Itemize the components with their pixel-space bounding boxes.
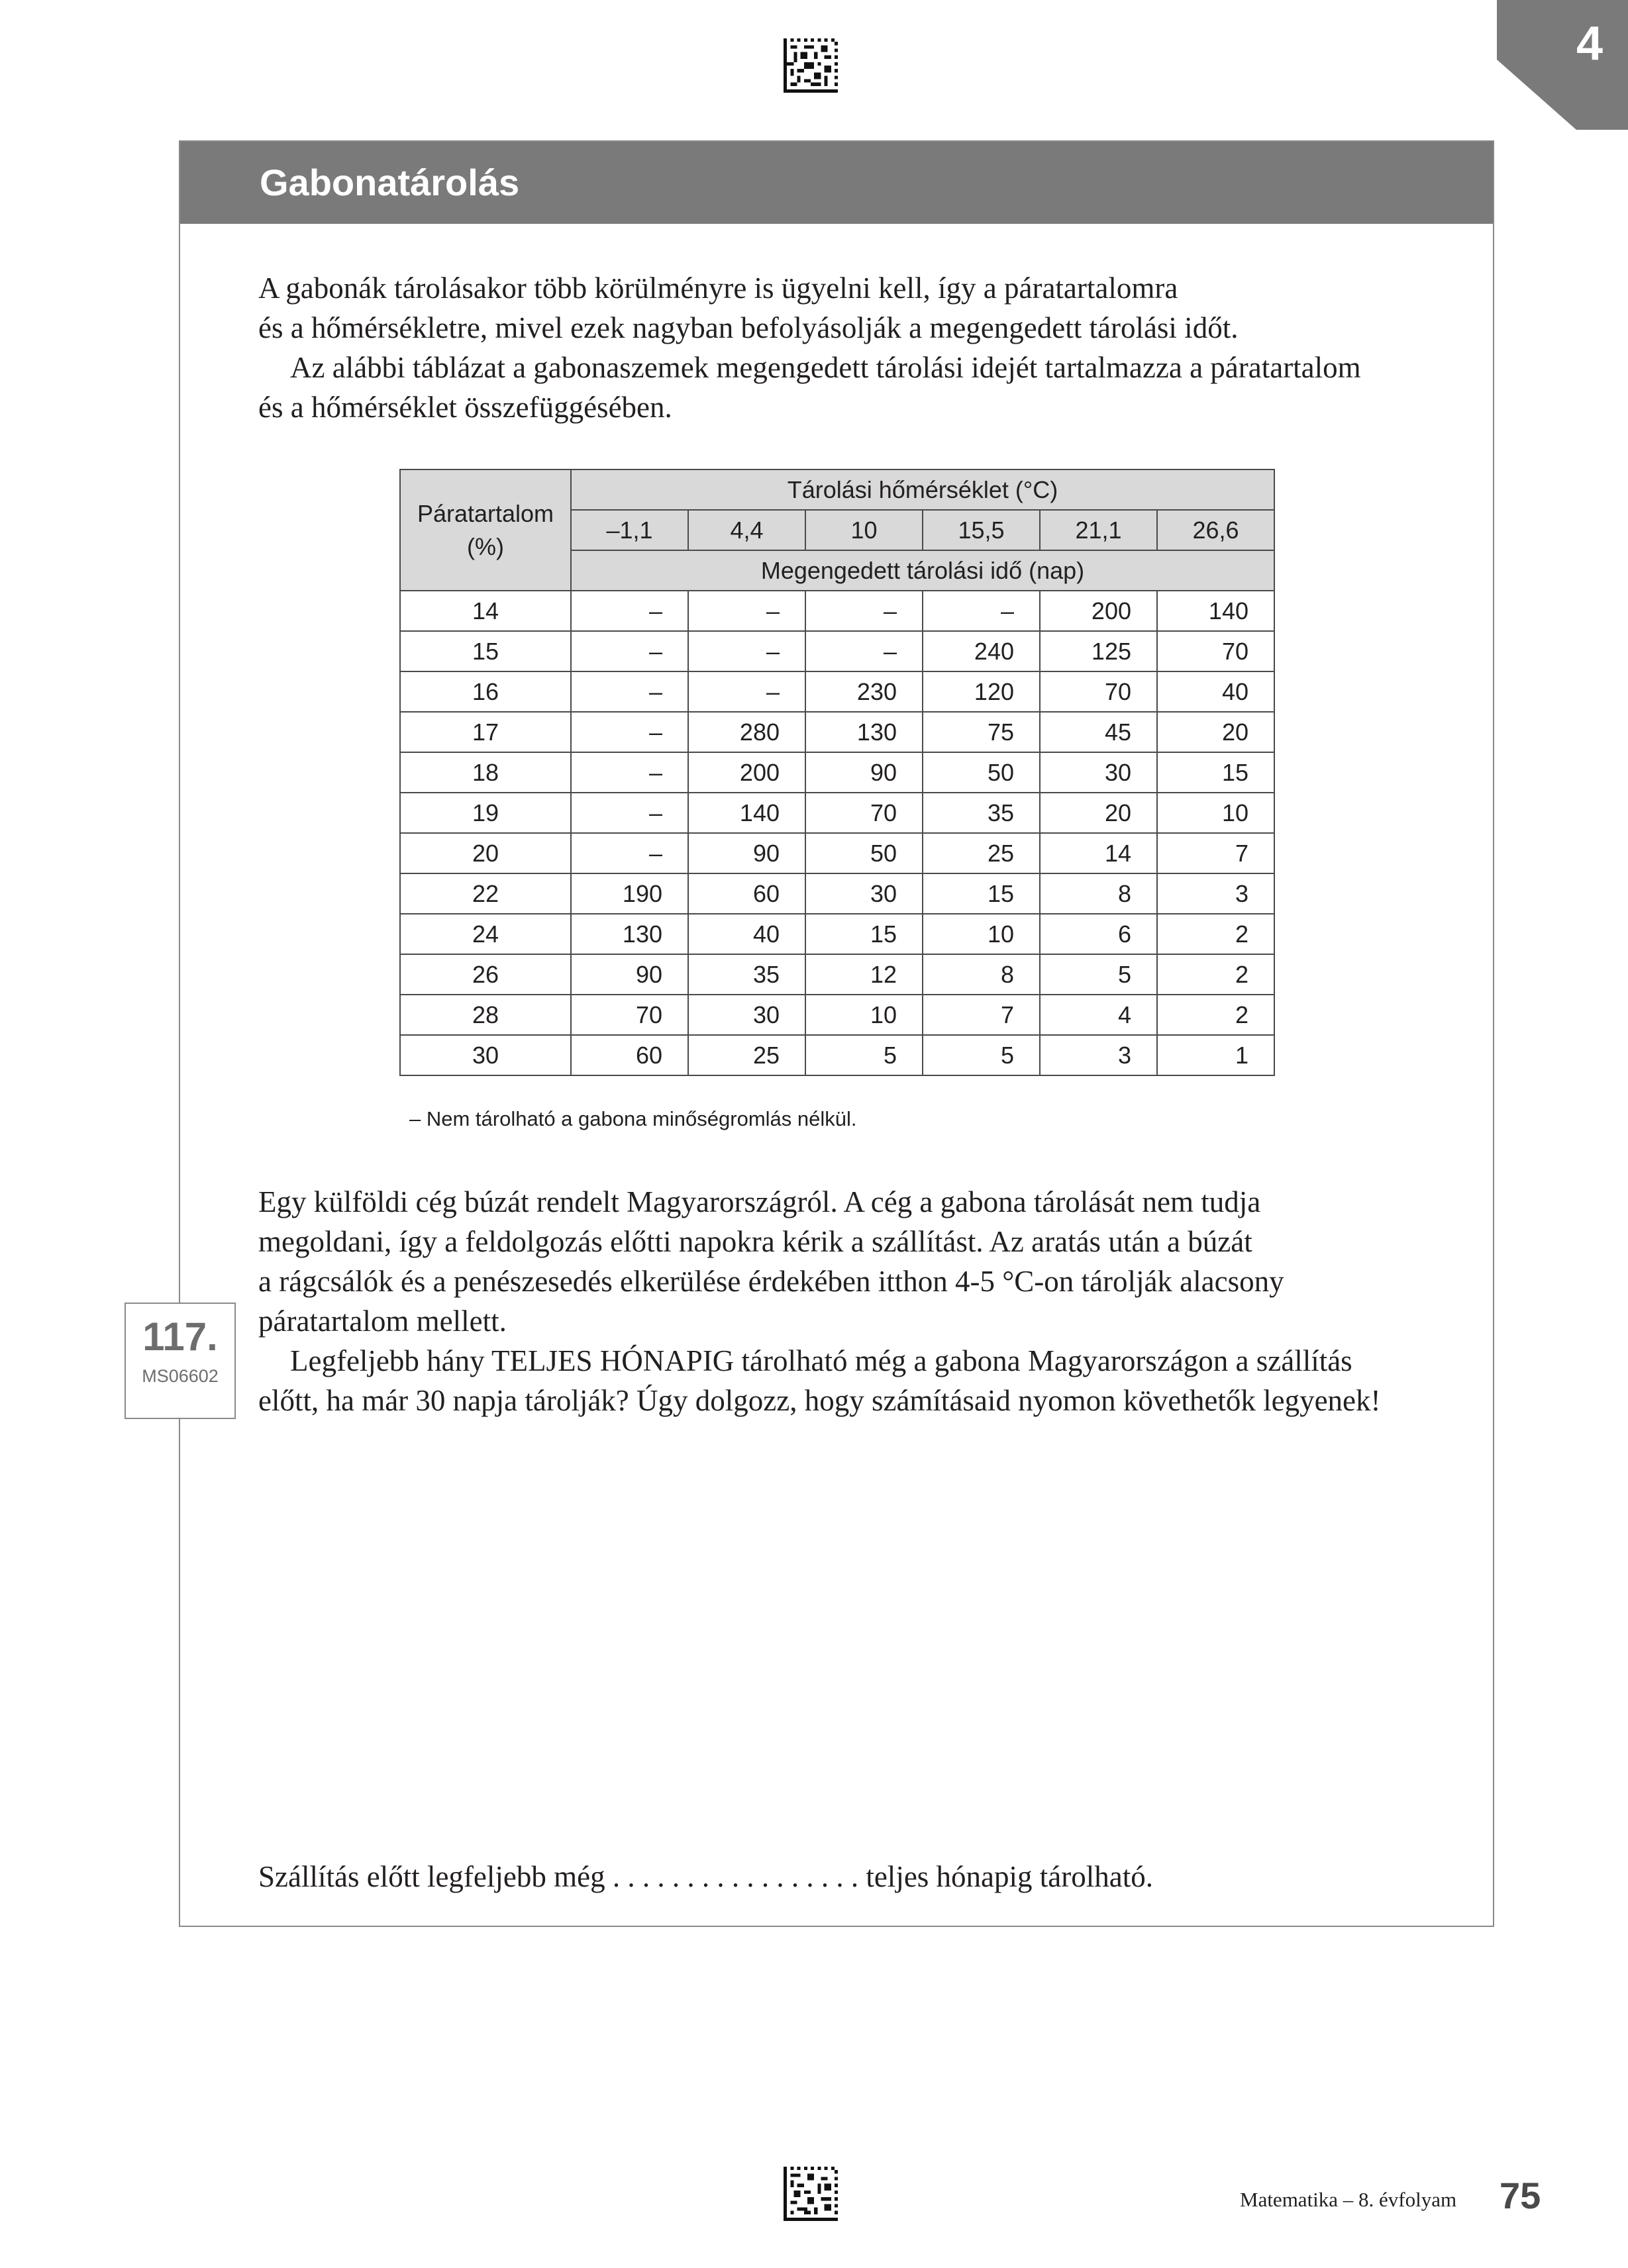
storage-days-cell: 15 [1157, 752, 1274, 793]
table-row [400, 873, 1274, 914]
question-line: Egy külföldi cég búzát rendelt Magyarországról. A cég a gabona tárolását nem tudja [258, 1185, 1261, 1218]
question-line: előtt, ha már 30 napja tárolják? Úgy dolgozz, hogy számításaid nyomon követhetők legyenek! [258, 1384, 1381, 1417]
storage-days-cell: 130 [805, 712, 923, 752]
intro-text [258, 268, 1490, 427]
storage-days-cell: 10 [923, 914, 1040, 954]
question-number: 117. [142, 1314, 218, 1359]
table-row [400, 752, 1274, 793]
storage-days-cell: 7 [923, 995, 1040, 1035]
temp-cell: 10 [805, 510, 923, 550]
humidity-cell: 24 [400, 914, 571, 954]
storage-days-cell: – [805, 631, 923, 671]
storage-days-cell: – [571, 793, 688, 833]
temp-cell: 26,6 [1157, 510, 1274, 550]
storage-days-cell: 230 [805, 671, 923, 712]
storage-days-cell: 200 [688, 752, 805, 793]
time-header: Megengedett tárolási idő (nap) [571, 550, 1274, 591]
storage-days-cell: 190 [571, 873, 688, 914]
storage-days-cell: 14 [1040, 833, 1157, 873]
question-line: a rágcsálók és a penészesedés elkerülése érdekében itthon 4-5 °C-on tárolják alacsony [258, 1265, 1284, 1298]
storage-days-cell: 4 [1040, 995, 1157, 1035]
intro-line: Az alábbi táblázat a gabonaszemek megengedett tárolási idejét tartalmazza a páratartalom [290, 351, 1361, 384]
storage-days-cell: 70 [1157, 631, 1274, 671]
storage-days-cell: 40 [1157, 671, 1274, 712]
storage-days-cell: 35 [923, 793, 1040, 833]
storage-days-cell: – [688, 591, 805, 631]
storage-days-cell: 2 [1157, 995, 1274, 1035]
storage-days-cell: 5 [1040, 954, 1157, 995]
storage-days-cell: 70 [571, 995, 688, 1035]
storage-days-cell: 5 [805, 1035, 923, 1075]
storage-days-cell: 50 [805, 833, 923, 873]
table-row [400, 914, 1274, 954]
storage-days-cell: 20 [1157, 712, 1274, 752]
top-datamatrix-code [784, 38, 838, 93]
storage-days-cell: 90 [571, 954, 688, 995]
table-row [400, 793, 1274, 833]
storage-days-cell: 120 [923, 671, 1040, 712]
section-title: Gabonatárolás [260, 162, 520, 203]
humidity-cell: 15 [400, 631, 571, 671]
storage-days-cell: – [688, 631, 805, 671]
storage-days-cell: 30 [1040, 752, 1157, 793]
table-row [400, 712, 1274, 752]
storage-days-cell: – [571, 712, 688, 752]
humidity-cell: 19 [400, 793, 571, 833]
table-row [400, 671, 1274, 712]
humidity-header: Páratartalom (%) [400, 469, 571, 591]
question-line: Legfeljebb hány TELJES HÓNAPIG tárolható még a gabona Magyarországon a szállítás [290, 1344, 1352, 1377]
table-row [400, 954, 1274, 995]
storage-days-cell: 8 [1040, 873, 1157, 914]
storage-days-cell: 280 [688, 712, 805, 752]
table-row [400, 995, 1274, 1035]
temperature-header: Tárolási hőmérséklet (°C) [571, 469, 1274, 510]
storage-days-cell: – [571, 631, 688, 671]
page-number: 75 [1500, 2175, 1541, 2216]
humidity-cell: 17 [400, 712, 571, 752]
humidity-cell: 26 [400, 954, 571, 995]
chapter-tab [1497, 0, 1628, 130]
storage-time-table [399, 469, 1275, 1076]
storage-days-cell: 5 [923, 1035, 1040, 1075]
storage-days-cell: – [571, 671, 688, 712]
storage-days-cell: 20 [1040, 793, 1157, 833]
storage-days-cell: 30 [805, 873, 923, 914]
storage-days-cell: 70 [1040, 671, 1157, 712]
answer-line[interactable]: Szállítás előtt legfeljebb még . . . . . . . . . . . . . . . . . teljes hónapig tárolható. [258, 1860, 1153, 1893]
question-number-box [125, 1303, 236, 1419]
storage-days-cell: 130 [571, 914, 688, 954]
bottom-datamatrix-code [784, 2167, 838, 2221]
storage-days-cell: 30 [688, 995, 805, 1035]
storage-days-cell: 1 [1157, 1035, 1274, 1075]
footer-subject: Matematika – 8. évfolyam [1240, 2188, 1457, 2211]
storage-days-cell: – [923, 591, 1040, 631]
storage-days-cell: – [571, 591, 688, 631]
storage-days-cell: 3 [1157, 873, 1274, 914]
temp-cell: 15,5 [923, 510, 1040, 550]
chapter-number: 4 [1576, 17, 1603, 70]
table-row [400, 1035, 1274, 1075]
humidity-cell: 16 [400, 671, 571, 712]
storage-days-cell: 8 [923, 954, 1040, 995]
storage-days-cell: 35 [688, 954, 805, 995]
question-line: páratartalom mellett. [258, 1305, 507, 1338]
storage-days-cell: 240 [923, 631, 1040, 671]
storage-days-cell: 200 [1040, 591, 1157, 631]
storage-days-cell: 12 [805, 954, 923, 995]
storage-days-cell: 125 [1040, 631, 1157, 671]
storage-days-cell: 140 [688, 793, 805, 833]
storage-days-cell: 25 [923, 833, 1040, 873]
storage-days-cell: 7 [1157, 833, 1274, 873]
storage-days-cell: 6 [1040, 914, 1157, 954]
storage-days-cell: 40 [688, 914, 805, 954]
temp-cell: –1,1 [571, 510, 688, 550]
storage-days-cell: 25 [688, 1035, 805, 1075]
storage-days-cell: 90 [805, 752, 923, 793]
humidity-cell: 20 [400, 833, 571, 873]
question-text [258, 1182, 1490, 1420]
temp-cell: 21,1 [1040, 510, 1157, 550]
table-row [400, 631, 1274, 671]
intro-line: A gabonák tárolásakor több körülményre is ügyelni kell, így a páratartalomra [258, 271, 1178, 305]
storage-days-cell: 90 [688, 833, 805, 873]
humidity-cell: 22 [400, 873, 571, 914]
humidity-cell: 18 [400, 752, 571, 793]
temp-cell: 4,4 [688, 510, 805, 550]
table-row [400, 833, 1274, 873]
storage-days-cell: 2 [1157, 914, 1274, 954]
storage-days-cell: – [571, 833, 688, 873]
storage-days-cell: 60 [571, 1035, 688, 1075]
table-footnote: – Nem tárolható a gabona minőségromlás nélkül. [409, 1107, 857, 1130]
storage-days-cell: 70 [805, 793, 923, 833]
humidity-cell: 30 [400, 1035, 571, 1075]
intro-line: és a hőmérséklet összefüggésében. [258, 391, 672, 424]
storage-days-cell: 60 [688, 873, 805, 914]
humidity-cell: 14 [400, 591, 571, 631]
storage-days-cell: 10 [805, 995, 923, 1035]
humidity-cell: 28 [400, 995, 571, 1035]
storage-days-cell: – [805, 591, 923, 631]
intro-line: és a hőmérsékletre, mivel ezek nagyban befolyásolják a megengedett tárolási időt. [258, 311, 1239, 344]
question-line: megoldani, így a feldolgozás előtti napokra kérik a szállítást. Az aratás után a búzát [258, 1225, 1252, 1258]
storage-days-cell: – [571, 752, 688, 793]
storage-days-cell: 15 [923, 873, 1040, 914]
storage-days-cell: 3 [1040, 1035, 1157, 1075]
table-row [400, 591, 1274, 631]
question-code: MS06602 [142, 1366, 219, 1386]
storage-days-cell: 75 [923, 712, 1040, 752]
storage-days-cell: 140 [1157, 591, 1274, 631]
section-header [180, 142, 1493, 224]
storage-days-cell: 10 [1157, 793, 1274, 833]
storage-days-cell: 2 [1157, 954, 1274, 995]
storage-days-cell: 15 [805, 914, 923, 954]
storage-days-cell: – [688, 671, 805, 712]
storage-days-cell: 50 [923, 752, 1040, 793]
storage-days-cell: 45 [1040, 712, 1157, 752]
